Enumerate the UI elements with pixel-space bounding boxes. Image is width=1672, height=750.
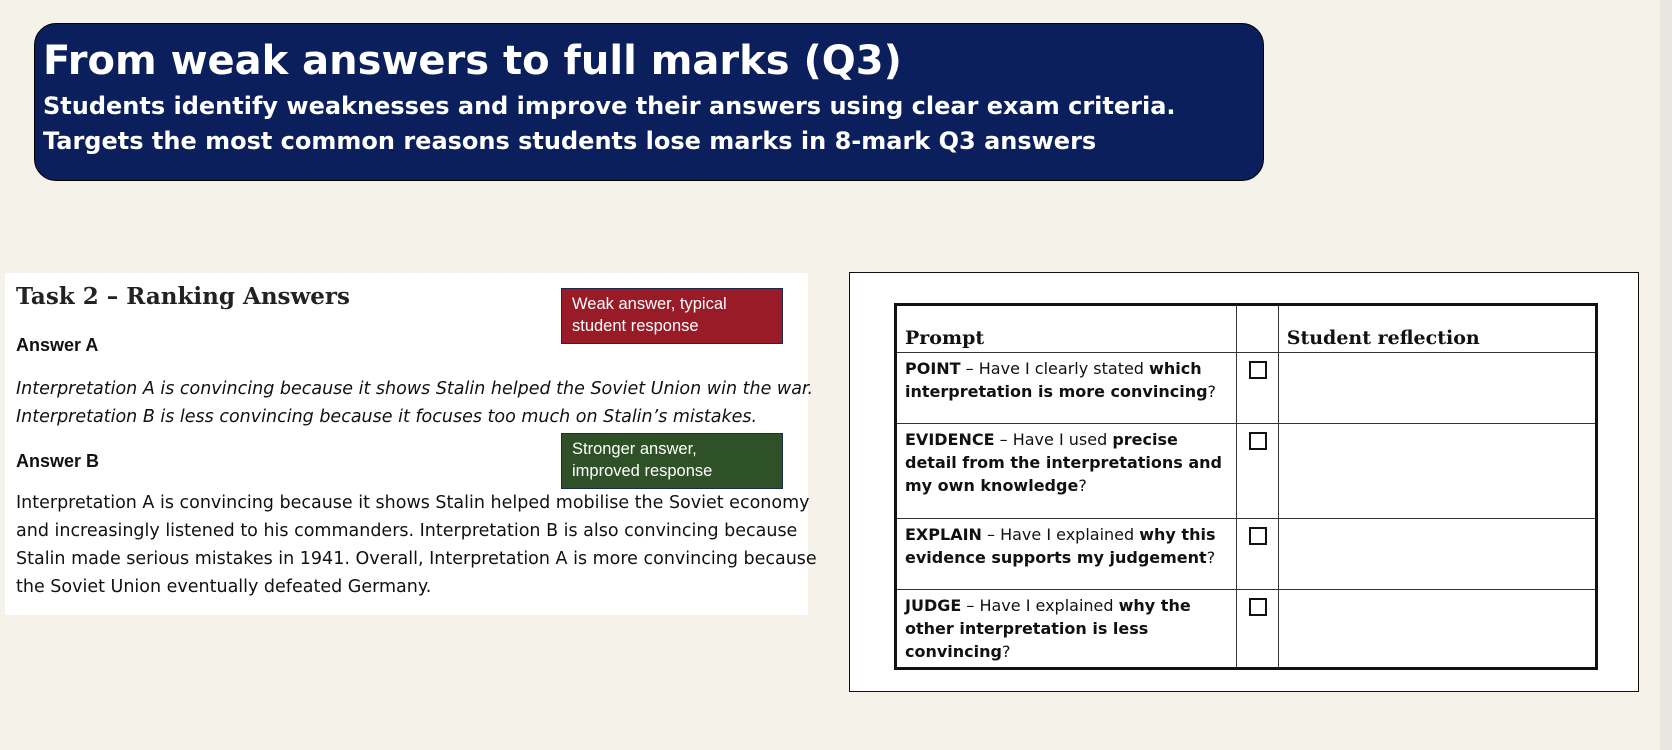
answer-b-text (16, 489, 817, 601)
prompt-key: EXPLAIN (905, 525, 982, 544)
answer-b-heading: Answer B (16, 451, 100, 471)
prompt-sep: – (981, 525, 1001, 544)
prompt-text: Have I explained (1000, 525, 1140, 544)
reflection-cell[interactable] (1278, 424, 1596, 519)
prompt-sep: – (960, 359, 979, 378)
answer-b-line: Stalin made serious mistakes in 1941. Overall, Interpretation A is more convincing because (16, 549, 817, 569)
answer-a-line: Interpretation A is convincing because it shows Stalin helped the Soviet Union win the war. (16, 379, 814, 399)
prompt-end: ? (1001, 642, 1011, 661)
header-check (1236, 305, 1278, 353)
reflection-cell[interactable] (1278, 519, 1596, 590)
table-header-row (896, 305, 1597, 353)
prompt-text: Have I explained (979, 596, 1119, 615)
prompt-end: ? (1206, 548, 1216, 567)
prompt-end: ? (1207, 382, 1217, 401)
strong-answer-tag (561, 433, 783, 489)
reflection-checklist (849, 272, 1639, 692)
prompt-key: JUDGE (905, 596, 962, 615)
weak-tag-line: Weak answer, typical (572, 295, 727, 313)
answer-a-line: Interpretation B is less convincing because it focuses too much on Stalin’s mistakes. (16, 407, 758, 427)
check-cell[interactable] (1236, 424, 1278, 519)
table-row (896, 519, 1597, 590)
check-cell[interactable] (1236, 519, 1278, 590)
answer-b-line: Interpretation A is convincing because it shows Stalin helped mobilise the Soviet economy (16, 493, 810, 513)
weak-tag-line: student response (572, 317, 699, 335)
checkbox[interactable] (1249, 527, 1267, 545)
prompt-emphasis: precise detail from the interpretations and my own knowledge (905, 430, 1222, 495)
reflection-cell[interactable] (1278, 353, 1596, 424)
answer-a-heading: Answer A (16, 335, 99, 355)
checklist-table (894, 303, 1598, 670)
check-cell[interactable] (1236, 353, 1278, 424)
prompt-text: Have I used (1012, 430, 1113, 449)
prompt-sep: – (994, 430, 1013, 449)
header-prompt: Prompt (896, 305, 1237, 353)
prompt-emphasis: why the other interpretation is less convincing (905, 596, 1191, 661)
reflection-cell[interactable] (1278, 590, 1596, 669)
prompt-key: EVIDENCE (905, 430, 995, 449)
checkbox[interactable] (1249, 598, 1267, 616)
banner-subtitle-1: Students identify weaknesses and improve their answers using clear exam criteria. (43, 92, 1176, 120)
prompt-sep: – (961, 596, 980, 615)
answer-b-line: the Soviet Union eventually defeated Germany. (16, 577, 432, 597)
weak-answer-tag (561, 288, 783, 344)
prompt-cell (896, 424, 1237, 519)
header-reflection: Student reflection (1278, 305, 1596, 353)
prompt-emphasis: which interpretation is more convincing (905, 359, 1208, 401)
prompt-cell (896, 353, 1237, 424)
prompt-end: ? (1078, 476, 1087, 495)
prompt-text: Have I clearly stated (978, 359, 1150, 378)
check-cell[interactable] (1236, 590, 1278, 669)
strong-tag-line: improved response (572, 462, 713, 480)
task-title: Task 2 – Ranking Answers (16, 283, 350, 310)
table-row (896, 424, 1597, 519)
prompt-cell (896, 519, 1237, 590)
answer-b-line: and increasingly listened to his commanders. Interpretation B is also convincing because (16, 521, 798, 541)
answer-a-text (16, 375, 814, 431)
table-row (896, 353, 1597, 424)
prompt-emphasis: why this evidence supports my judgement (905, 525, 1216, 567)
banner-title: From weak answers to full marks (Q3) (43, 38, 902, 84)
prompt-cell (896, 590, 1237, 669)
banner-subtitle-2: Targets the most common reasons students lose marks in 8-mark Q3 answers (43, 127, 1097, 155)
prompt-key: POINT (905, 359, 961, 378)
strong-tag-line: Stronger answer, (572, 440, 697, 458)
page-edge (1660, 0, 1672, 750)
table-row (896, 590, 1597, 669)
checkbox[interactable] (1249, 432, 1267, 450)
title-banner (34, 23, 1264, 181)
checkbox[interactable] (1249, 361, 1267, 379)
